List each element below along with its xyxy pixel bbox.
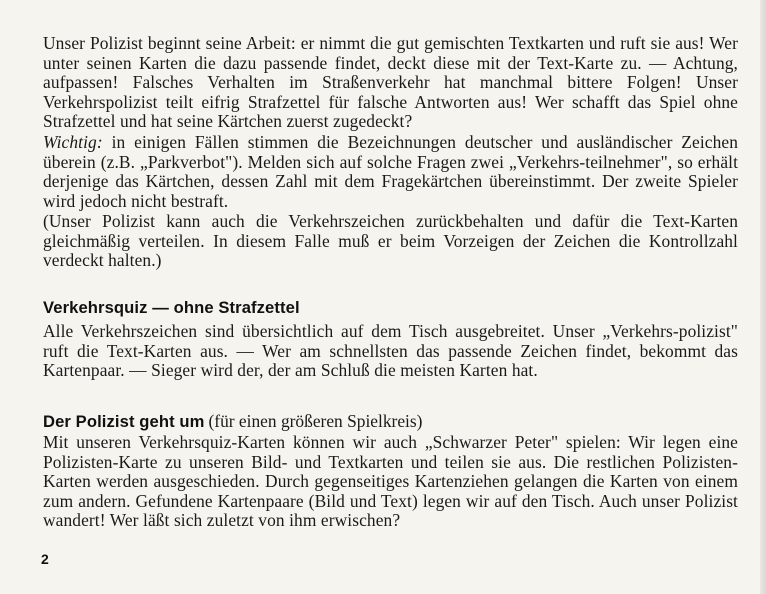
important-note-label: Wichtig:: [43, 132, 103, 152]
alternative-rule-paragraph: (Unser Polizist kann auch die Verkehrszeichen zurückbehalten und dafür die Text-Karten gleichmäßig verteilen. In diesem Falle muß er beim Vorzeigen der Zeichen die Kontrollzahl verdeckt halten.): [43, 211, 738, 271]
section-police-text: Mit unseren Verkehrsquiz-Karten können wir auch „Schwarzer Peter" spielen: Wir legen eine Polizisten-Karte zu unseren Bild- und Textkarten und teilen sie aus. Die restlichen Polizisten-Karten werden ausgeschieden. Durch gegenseitiges Kartenziehen gelangen die Karten von einem zum andern. Gefundene Kartenpaare (Bild und Text) legen wir auf den Tisch. Auch unser Polizist wandert! Wer läßt sich zuletzt von ihm erwischen?: [43, 432, 738, 531]
section-heading-police: [43, 411, 738, 432]
intro-paragraph: Unser Polizist beginnt seine Arbeit: er nimmt die gut gemischten Textkarten und ruft sie aus! Wer unter seinen Karten die dazu passende findet, deckt diese mit der Text-Karte zu. — Achtung, aufpassen! Falsches Verhalten im Straßenverkehr hat manchmal bittere Folgen! Unser Verkehrspolizist teilt eifrig Strafzettel für falsche Antworten aus! Wer schafft das Spiel ohne Strafzettel und hat seine Kärtchen zuerst zugedeckt?: [43, 33, 738, 132]
section-heading-police-title: Der Polizist geht um: [43, 412, 205, 431]
important-note-paragraph: [43, 133, 738, 211]
page-number: 2: [41, 551, 49, 567]
section-quiz-text: Alle Verkehrszeichen sind übersichtlich auf dem Tisch ausgebreitet. Unser „Verkehrs-polizist" ruft die Text-Karten aus. — Wer am schnellsten das passende Zeichen findet, bekommt das Kartenpaar. — Sieger wird der, der am Schluß die meisten Karten hat.: [43, 321, 738, 381]
important-note-text: in einigen Fällen stimmen die Bezeichnungen deutscher und ausländischer Zeichen überein (z.B. „Parkverbot"). Melden sich auf solche Fragen zwei „Verkehrs-teilnehmer", so erhält derjenige das Kärtchen, dessen Zahl mit dem Fragekärtchen übereinstimmt. Der zweite Spieler wird jedoch nicht bestraft.: [43, 132, 738, 211]
page-edge-shadow: [760, 0, 766, 594]
section-heading-quiz-title: Verkehrsquiz — ohne Strafzettel: [43, 298, 300, 317]
section-heading-quiz: [43, 298, 738, 318]
section-heading-police-note: (für einen größeren Spielkreis): [208, 411, 423, 431]
